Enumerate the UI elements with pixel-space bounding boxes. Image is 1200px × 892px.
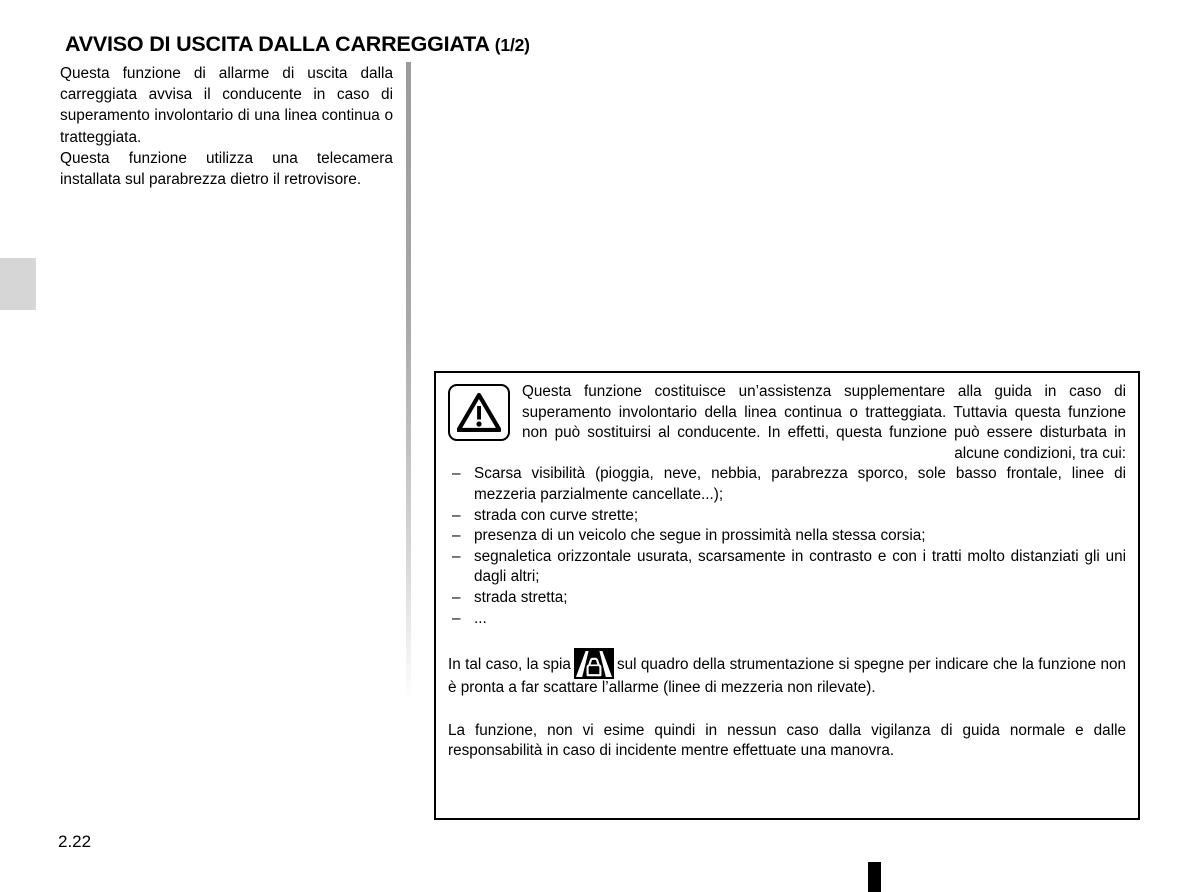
lane-departure-warning-telltale-icon [574,648,614,679]
warning-intro-text: Questa funzione costituisce un’assistenza supplementare alla guida in caso di superamento involontario della linea continua o tratteggiata. Tuttavia questa funzione non può sostituirsi al conducente. In effetti, questa funzione può essere disturbata in alcune condizioni, tra cui: [522,383,1126,462]
column-divider [406,62,411,702]
list-dash: – [452,465,461,483]
telltale-paragraph [436,647,1138,699]
list-item [448,609,1126,630]
page-title-part: (1/2) [494,35,530,56]
list-item-text: strada stretta; [474,588,568,606]
list-dash: – [452,609,461,627]
warning-condition-list [436,464,1138,629]
final-paragraph: La funzione, non vi esime quindi in nessun caso dalla vigilanza di guida normale e dalle responsabilità in caso di incidente mentre effettuate una manovra. [448,721,1126,760]
list-item [448,526,1126,547]
page-title-main: AVVISO DI USCITA DALLA CARREGGIATA [65,32,489,57]
intro-paragraph-2: Questa funzione utilizza una telecamera installata sul parabrezza dietro il retrovisore. [60,149,393,189]
telltale-text-after: sul quadro della strumentazione si spegne per indicare che la funzione non è pronta a far scattare l’allarme (linee di mezzeria non rilevate). [448,656,1126,697]
page-number: 2.22 [58,832,92,851]
list-item [448,547,1126,588]
list-item [448,506,1126,527]
warning-triangle-icon [448,384,510,441]
intro-paragraph-1: Questa funzione di allarme di uscita dalla carreggiata avvisa il conducente in caso di superamento involontario di una linea continua o tratteggiata. [60,65,393,146]
chapter-tab-marker [0,258,36,310]
telltale-text-before: In tal caso, la spia [448,656,571,674]
list-dash: – [452,588,461,606]
list-dash: – [452,547,461,565]
list-item-text: ... [474,609,487,627]
list-item-text: presenza di un veicolo che segue in prossimità nella stessa corsia; [474,527,926,545]
list-item [448,464,1126,505]
list-item-text: Scarsa visibilità (pioggia, neve, nebbia, parabrezza sporco, sole basso frontale, linee di mezzeria parzialmente cancellate...); [474,465,1126,503]
list-item-text: segnaletica orizzontale usurata, scarsamente in contrasto e con i tratti molto distanziati gli uni dagli altri; [474,547,1126,586]
list-dash: – [452,527,461,545]
warning-callout-box [434,371,1140,820]
list-item [448,588,1126,609]
left-text-column [60,63,393,190]
warning-header [436,373,1138,464]
list-dash: – [452,506,461,524]
list-item-text: strada con curve strette; [474,506,639,524]
page-title [65,32,530,57]
